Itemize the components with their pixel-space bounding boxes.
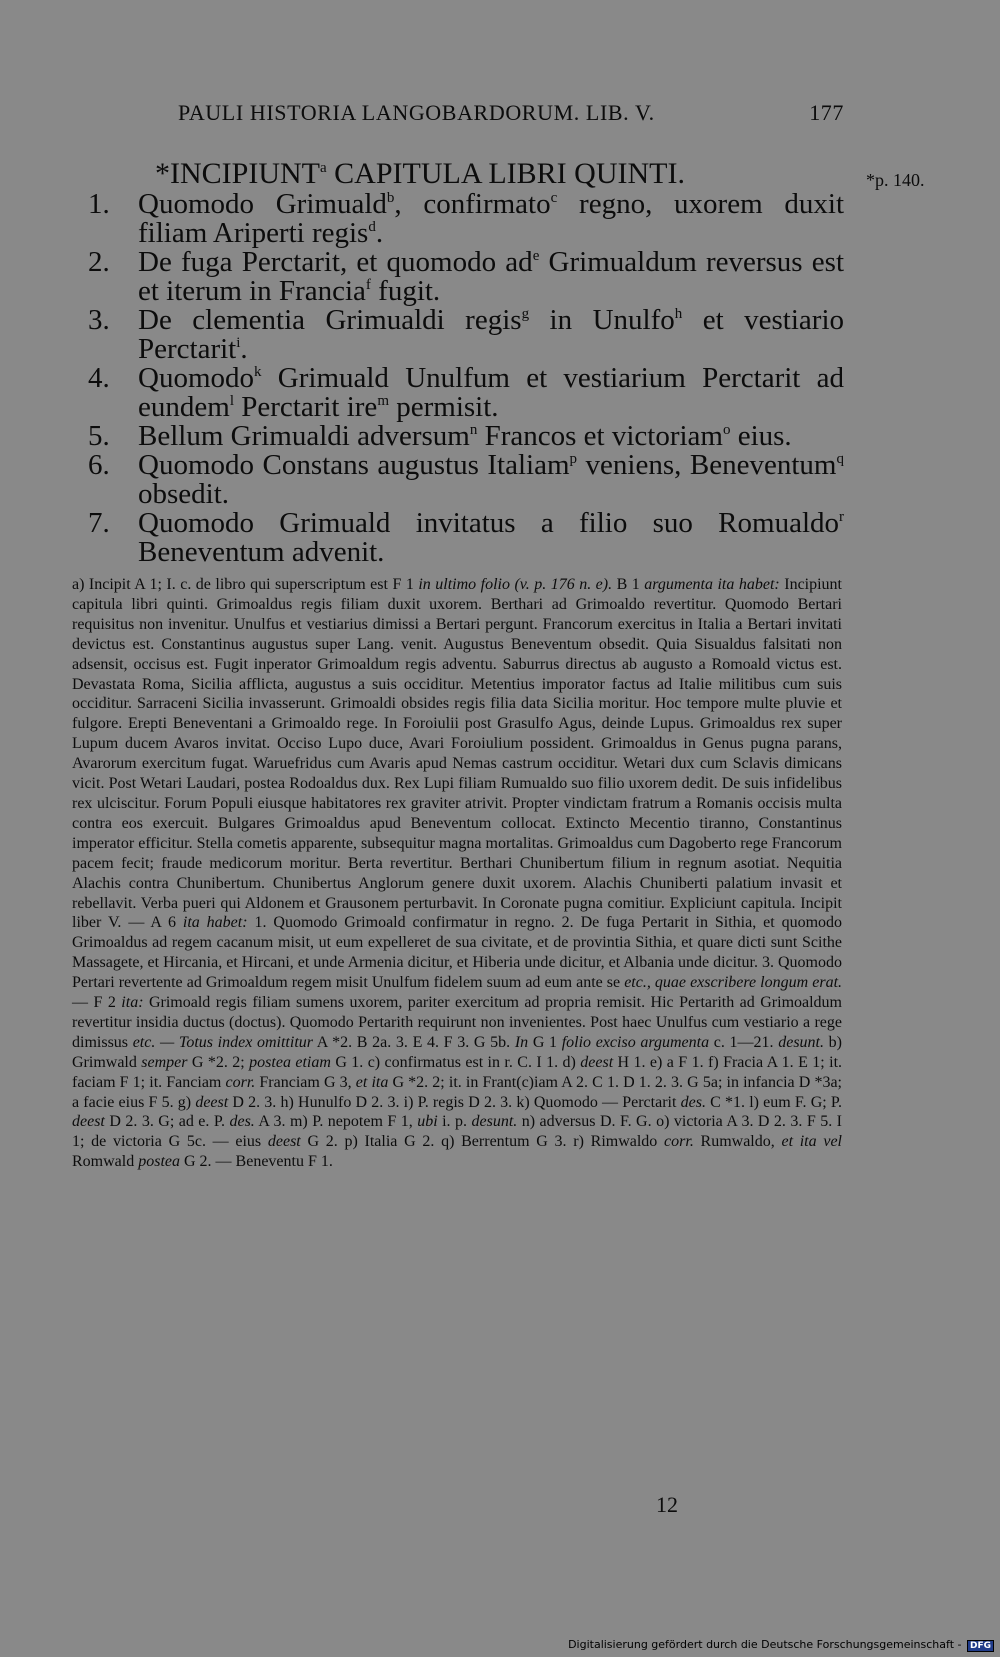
chapter-list-heading — [155, 157, 685, 191]
footnote-ref: f — [365, 277, 371, 293]
chapter-item — [88, 190, 844, 248]
footnote-ref: p — [569, 451, 578, 467]
note-italic-text: desunt. — [471, 1113, 518, 1131]
chapter-text: , confirmato — [394, 188, 551, 220]
note-text: D 2. 3. h) Hunulfo D 2. 3. i) P. regis D 2. 3. k) Quomodo — Perctarit — [228, 1093, 681, 1111]
chapter-text: Perctarit ire — [233, 391, 378, 423]
note-italic-text: in ultimo folio (v. p. 176 n. e). — [418, 576, 613, 593]
footnote-ref: b — [386, 190, 395, 206]
chapter-number: 5. — [88, 420, 110, 452]
chapter-number: 3. — [88, 304, 110, 336]
note-text: 1. Quomodo Grimoald confirmatur in regno. 2. De fuga Pertarit in Sithia, et quomodo Grimoaldus ad regem cacanum misit, ut eum expelleret de sua civitate, et de provintia Sithia, et quare dicti sunt Scithe Massagete, et Hircania, et Hircani, et unde Armenia dicitur, et Hiberia unde dicitur, et Albania unde dicitur. 3. Quomodo Pertari revertente ad Grimoaldum regem misit Unulfum fidelem suum ad eum ante se — [72, 914, 843, 992]
note-text: Grimoald regis filiam sumens uxorem, pariter exercitum ad propria remisit. Hic Pertarith ad Grimoaldum revertitur insidia ductus (doctus). Quomodo Pertarith requirunt non invenientes. Post haec Unulfus cum vestiario a rege dimissus — [72, 994, 843, 1051]
chapter-item — [88, 422, 844, 451]
note-text: H 1. e) a F 1. f) Fracia A 1. E 1; it. faciam F 1; it. Fanciam — [72, 1053, 843, 1091]
note-text: G *2. 2; it. in Frant(c)iam A 2. C 1. D 1. 2. 3. G 5a; in infancia D *3a; a facie eius F 5. g) — [72, 1073, 843, 1111]
note-italic-text: ita habet: — [182, 914, 248, 932]
note-text: a) Incipit A 1; I. c. de libro qui superscriptum est F 1 — [72, 576, 419, 593]
critical-apparatus — [72, 575, 842, 1172]
note-text: G 2. — Beneventu F 1. — [180, 1153, 333, 1171]
chapter-text: Quomodo Grimuald invitatus a filio suo Romualdo — [138, 507, 839, 539]
footnote-ref: l — [229, 393, 234, 409]
note-text: Franciam G 3, — [255, 1073, 356, 1091]
footnote-ref: k — [254, 364, 262, 380]
note-text: Incipiunt capitula libri quinti. Grimoaldus regis filiam duxit uxorem. Berthari ad Grimoaldo revertitur. Quomodo Bertari requisitus non invenitur. Unulfus et vestiarius dimissi a Bertari pergunt. Francorum exercitus in Italia a Bertari invitati devictus est. Constantinus augustus super Lang. venit. Augustus Beneventum obsedit. Quia Sisualdus falsitati non adsensit, occisus est. Fugit inperator Grimoaldum regis adventu. Saburrus directus ab augusto a Romoald victus est. Devastata Roma, Sicilia afflicta, augustus a suis occiditur. Metentius imporator factus ad Italie militibus cum suis occiditur. Sarraceni Sicilia invasserunt. Grimoaldi obsides regis filia data Sicilia moritur. Hoc tempore multe pluvie et fulgore. Erepti Beneventani a Grimoaldo rege. In Foroiulii post Grasulfo Agus, deinde Lupus. Grimoaldus rex super Lupum ducem Avaros invitat. Occiso Lupo duce, Avari Foroiulium possident. Grimoaldus in Genus pugna parans, Avarorum exercitum fugat. Waruefridus cum Avaris apud Nemas castrum occiditur. Wetari dux cum Sclavis dimicans vicit. Post Wetari Laudari, postea Rodoaldus dux. Rex Lupi filiam Rumualdo suo filio uxorem dedit. De suis infidelibus rex ulciscitur. Forum Populi eiusque habitatores rex graviter atrivit. Propter vindictam fratrum a Romanis occisis multa contra eos exercuit. Bulgares Grimoaldus apud Beneventum collocat. Extincto Mecentio tiranno, Constantinus imperator efficitur. Stella cometis apparente, subsequitur magna mortalitas. Grimoaldus cum Dagoberto rege Francorum pacem fecit; fraude medicorum moritur. Berta revertitur. Berthari Chunibertum filium in regnum asotiat. Nequitia Alachis contra Chunibertum. Chunibertus Anglorum genere duxit uxorem. Alachis Chuniberti palatium invasit et rebellavit. Verba pueri qui Aldonem et Grausonem perturbavit. In Coronate pugna comitiur. Expliciunt capitula. Incipit liber V. — A 6 — [72, 576, 843, 932]
chapter-text: De fuga Perctarit, et quomodo ad — [138, 246, 533, 278]
chapter-text: Quomodo Constans augustus Italiam — [138, 449, 570, 481]
note-italic-text: folio exciso argumenta — [561, 1033, 710, 1051]
footnote-ref: e — [532, 248, 540, 264]
chapter-text: Quomodo Grimuald — [138, 188, 387, 220]
note-text: Rumwaldo, — [693, 1133, 782, 1151]
funding-text: Digitalisierung gefördert durch die Deutsche Forschungsgemeinschaft — [568, 1638, 955, 1651]
footnote-ref: q — [836, 451, 844, 467]
chapter-text: Quomodo — [138, 362, 254, 394]
note-italic-text: deest — [267, 1133, 301, 1151]
signature-number: 12 — [656, 1492, 678, 1517]
chapter-text: regno, uxorem duxit filiam Ariperti regis — [138, 188, 844, 249]
note-text: G 1. c) confirmatus est in r. C. I 1. d) — [330, 1053, 581, 1071]
running-head-title: PAULI HISTORIA LANGOBARDORUM. LIB. V. — [178, 100, 655, 125]
footnote-ref: c — [550, 190, 558, 206]
note-text: n) adversus D. F. G. o) victoria A 3. D 2. 3. F 5. I 1; de victoria G 5c. — eius — [72, 1113, 843, 1151]
chapter-text: veniens, Beneventum — [577, 449, 837, 481]
note-text: G 1 — [528, 1033, 562, 1051]
note-italic-text: ita: — [121, 994, 144, 1012]
chapter-item — [88, 248, 844, 306]
chapter-item — [88, 364, 844, 422]
chapter-text: De clementia Grimualdi regis — [138, 304, 522, 336]
chapter-number: 2. — [88, 246, 110, 278]
chapter-text: Francos et victoriam — [477, 420, 723, 452]
note-text: A 3. m) P. nepotem F 1, — [254, 1113, 418, 1131]
note-italic-text: In — [514, 1033, 529, 1051]
chapter-text: . — [375, 217, 384, 249]
note-italic-text: postea etiam — [249, 1053, 331, 1071]
note-italic-text: etc., quae exscribere longum erat. — [624, 974, 843, 992]
note-italic-text: argumenta ita habet: — [644, 576, 780, 593]
note-italic-text: des. — [680, 1093, 706, 1111]
footnote-ref: a — [320, 160, 327, 176]
footnote-ref: m — [377, 393, 389, 409]
note-text: B 1 — [612, 576, 645, 593]
note-italic-text: postea — [138, 1153, 180, 1171]
note-italic-text: deest — [72, 1113, 105, 1131]
note-italic-text: et ita vel — [781, 1133, 842, 1151]
chapter-text: Grimuald Unulfum et vestiarium Perctarit ad eundem — [138, 362, 844, 423]
chapter-text: Beneventum advenit. — [138, 536, 385, 568]
note-italic-text: desunt. — [778, 1033, 824, 1051]
chapter-number: 1. — [88, 188, 110, 220]
chapter-text: fugit. — [370, 275, 441, 307]
dfg-logo-icon: DFG — [967, 1640, 994, 1652]
page-number: 177 — [809, 100, 844, 125]
chapter-text: Grimualdum reversus est et iterum in Francia — [138, 246, 845, 307]
chapter-text: . — [240, 333, 248, 365]
note-italic-text: etc. — Totus index omittitur — [132, 1033, 313, 1051]
chapter-list — [88, 190, 844, 567]
note-italic-text: corr. — [225, 1073, 256, 1091]
footnote-ref: n — [469, 422, 478, 438]
footnote-ref: h — [674, 306, 683, 322]
footnote-ref: o — [722, 422, 731, 438]
chapter-item — [88, 451, 844, 509]
footnote-ref: r — [839, 509, 844, 525]
note-text: C *1. l) eum F. G; P. — [705, 1093, 843, 1111]
chapter-number: 4. — [88, 362, 110, 394]
chapter-number: 7. — [88, 507, 110, 539]
note-italic-text: et ita — [355, 1073, 389, 1091]
heading-rest: CAPITULA LIBRI QUINTI. — [326, 157, 685, 190]
footnote-ref: d — [368, 219, 376, 235]
chapter-text: permisit. — [388, 391, 499, 423]
note-text: A *2. B 2a. 3. E 4. F 3. G 5b. — [313, 1033, 515, 1051]
note-italic-text: ubi — [417, 1113, 438, 1131]
note-text: c. 1—21. — [709, 1033, 779, 1051]
note-text: Romwald — [72, 1153, 139, 1171]
footnote-ref: i — [236, 335, 241, 351]
note-italic-text: deest — [580, 1053, 614, 1071]
chapter-text: Bellum Grimualdi adversum — [138, 420, 470, 452]
chapter-item — [88, 509, 844, 567]
chapter-text: et vestiario Perctarit — [138, 304, 845, 365]
note-text: G *2. 2; — [187, 1053, 250, 1071]
note-italic-text: semper — [141, 1053, 188, 1071]
note-italic-text: corr. — [664, 1133, 694, 1151]
chapter-number: 6. — [88, 449, 110, 481]
side-page-marker: *p. 140. — [866, 170, 925, 190]
note-text: i. p. — [437, 1113, 472, 1131]
chapter-text: obsedit. — [138, 478, 230, 510]
funding-note: Digitalisierung gefördert durch die Deutsche Forschungsgemeinschaft - DFG — [568, 1638, 994, 1652]
heading-word: INCIPIUNT — [170, 157, 320, 190]
chapter-text: in Unulfo — [529, 304, 675, 336]
footnote-ref: g — [521, 306, 530, 322]
note-text: b) Grimwald — [72, 1033, 842, 1071]
note-italic-text: des. — [229, 1113, 255, 1131]
note-text: — F 2 — [72, 994, 122, 1012]
chapter-text: eius. — [730, 420, 792, 452]
heading-asterisk: * — [155, 157, 170, 190]
note-text: D 2. 3. G; ad e. P. — [104, 1113, 230, 1131]
note-text: G 2. p) Italia G 2. q) Berrentum G 3. r) Rimwaldo — [300, 1133, 665, 1151]
chapter-item — [88, 306, 844, 364]
note-italic-text: deest — [195, 1093, 229, 1111]
